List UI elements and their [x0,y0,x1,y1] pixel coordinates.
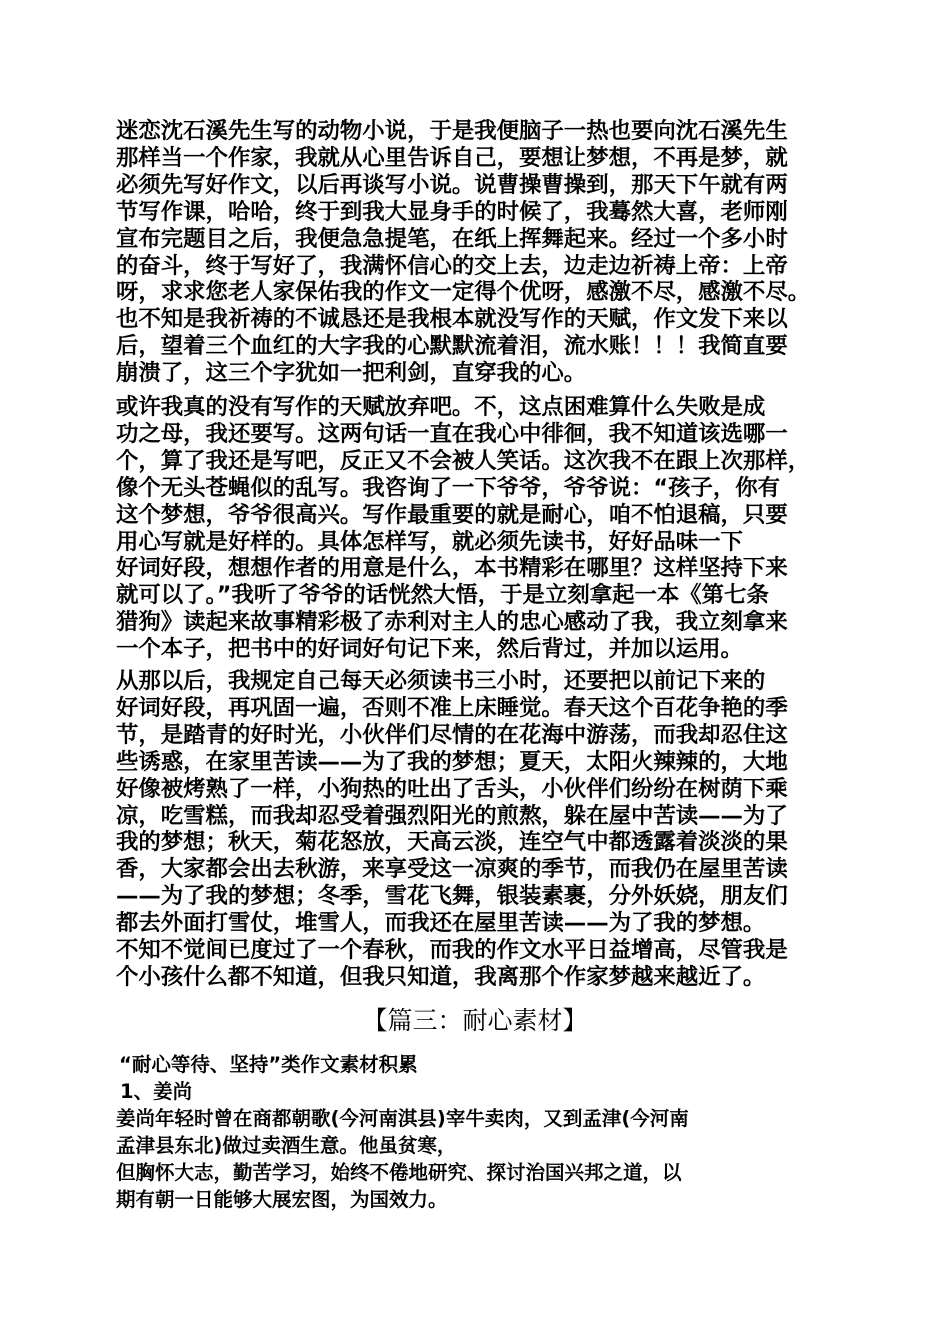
text-line: 好词好段，想想作者的用意是什么，本书精彩在哪里？这样坚持下来 [116,555,788,582]
text-line: 香，大家都会出去秋游，来享受这一凉爽的季节，而我仍在屋里苦读 [116,856,788,883]
text-line: 孟津县东北)做过卖酒生意。他虽贫寒， [116,1134,457,1157]
text-line: 个，算了我还是写吧，反正又不会被人笑话。这次我不在跟上次那样， [116,447,811,474]
text-line: 节写作课，哈哈，终于到我大显身手的时候了，我蓦然大喜，老师刚 [116,198,788,225]
text-line: 节，是踏青的好时光，小伙伴们尽情的在花海中游荡，而我却忍住这 [116,721,788,748]
text-line: 好词好段，再巩固一遍，否则不准上床睡觉。春天这个百花争艳的季 [116,694,788,721]
text-line: 一个本子，把书中的好词好句记下来，然后背过，并加以运用。 [116,636,743,663]
text-line: 都去外面打雪仗，堆雪人，而我还在屋里苦读——为了我的梦想。 [116,910,766,937]
material-item-title: 1、姜尚 [120,1080,193,1103]
text-line: 个小孩什么都不知道，但我只知道，我离那个作家梦越来越近了。 [116,963,766,990]
text-line: 或许我真的没有写作的天赋放弃吧。不，这点困难算什么失败是成 [116,394,766,420]
material-paragraph [116,1105,844,1213]
text-line: 但胸怀大志，勤苦学习，始终不倦地研究、探讨治国兴邦之道，以 [116,1161,682,1184]
text-line: 呀，求求您老人家保佑我的作文一定得个优呀，感激不尽，感激不尽。 [116,279,811,306]
text-line: 功之母，我还要写。这两句话一直在我心中徘徊，我不知道该选哪一 [116,420,788,447]
text-line: 那样当一个作家，我就从心里告诉自己，要想让梦想，不再是梦，就 [116,144,788,171]
text-line: 从那以后，我规定自己每天必须读书三小时，还要把以前记下来的 [116,668,766,694]
text-line: 的奋斗，终于写好了，我满怀信心的交上去，边走边祈祷上帝：上帝 [116,252,788,279]
text-line: 凉，吃雪糕，而我却忍受着强烈阳光的煎熬，躲在屋中苦读——为了 [116,802,788,829]
text-line: 姜尚年轻时曾在商都朝歌(今河南淇县)宰牛卖肉，又到孟津(今河南 [116,1107,689,1130]
text-line: 也不知是我祈祷的不诚恳还是我根本就没写作的天赋，作文发下来以 [116,306,788,333]
text-line: 我的梦想；秋天，菊花怒放，天高云淡，连空气中都透露着淡淡的果 [116,829,788,856]
text-line: 不知不觉间已度过了一个春秋，而我的作文水平日益增高，尽管我是 [116,937,788,964]
text-line: 好像被烤熟了一样，小狗热的吐出了舌头，小伙伴们纷纷在树荫下乘 [116,775,788,802]
paragraph-2 [116,394,844,663]
text-line: 必须先写好作文，以后再谈写小说。说曹操曹操到，那天下午就有两 [116,171,788,198]
text-line: 这个梦想，爷爷很高兴。写作最重要的就是耐心，咱不怕退稿，只要 [116,501,788,528]
text-line: 些诱惑，在家里苦读——为了我的梦想；夏天，太阳火辣辣的，大地 [116,748,788,775]
text-line: 宣布完题目之后，我便急急提笔，在纸上挥舞起来。经过一个多小时 [116,225,788,252]
text-line: 崩溃了，这三个字犹如一把利剑，直穿我的心。 [116,360,587,387]
section-title: 【篇三：耐心素材】 [362,1006,588,1035]
text-line: 用心写就是好样的。具体怎样写，就必须先读书，好好品味一下 [116,528,743,555]
material-heading: “耐心等待、坚持”类作文素材积累 [119,1053,418,1076]
text-line: ——为了我的梦想；冬季，雪花飞舞，银装素裹，分外妖娆，朋友们 [116,883,788,910]
paragraph-3 [116,668,844,991]
paragraph-1 [116,118,844,387]
text-line: 就可以了。”我听了爷爷的话恍然大悟，于是立刻拿起一本《第七条 [116,582,769,609]
text-line: 猎狗》读起来故事精彩极了赤利对主人的忠心感动了我，我立刻拿来 [116,609,788,636]
text-line: 迷恋沈石溪先生写的动物小说，于是我便脑子一热也要向沈石溪先生 [116,118,788,144]
text-line: 像个无头苍蝇似的乱写。我咨询了一下爷爷，爷爷说：“孩子，你有 [116,474,781,501]
text-line: 期有朝一日能够大展宏图，为国效力。 [116,1188,448,1211]
text-line: 后，望着三个血红的大字我的心默默流着泪，流水账！！！我简直要 [116,333,788,360]
